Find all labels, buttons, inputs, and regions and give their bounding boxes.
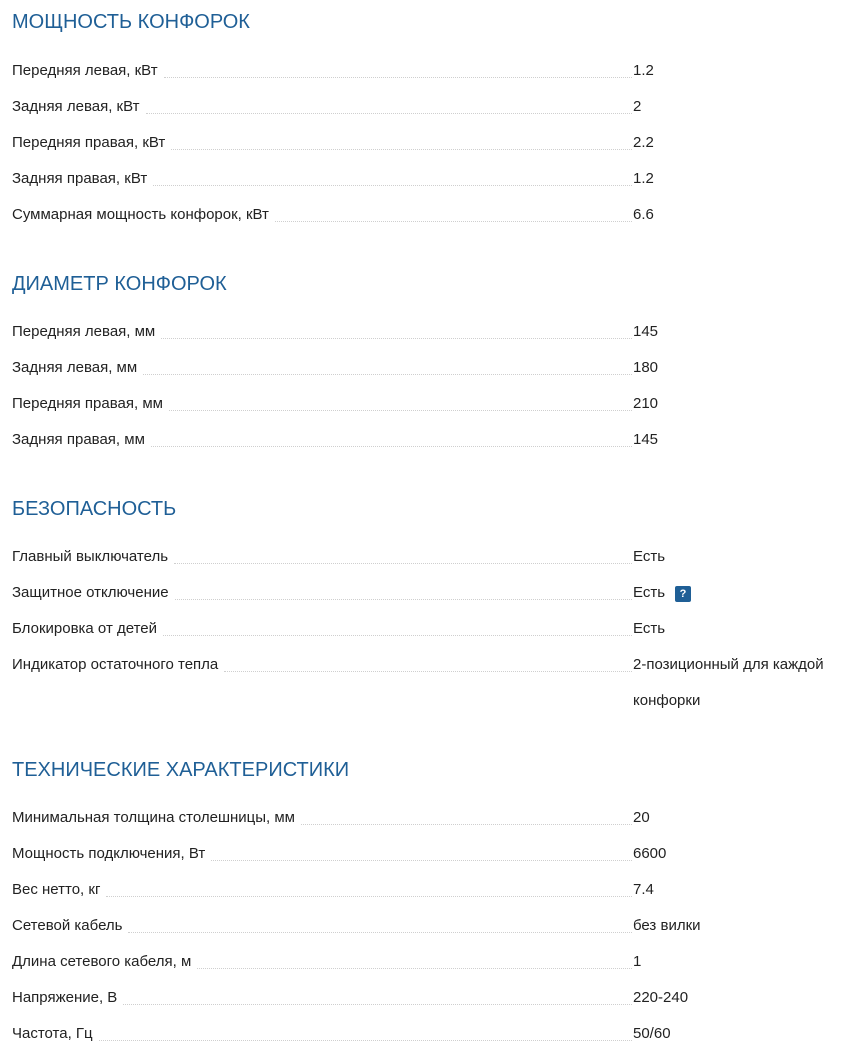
dotted-leader (211, 860, 632, 861)
spec-row (12, 872, 844, 908)
spec-value: 1.2 (633, 62, 654, 79)
section-title-burner-diameter: ДИАМЕТР КОНФОРОК (12, 273, 227, 295)
spec-value: 145 (633, 431, 659, 448)
spec-row (12, 908, 844, 944)
spec-label: Задняя правая, мм (12, 431, 145, 448)
spec-label: Минимальная толщина столешницы, мм (12, 809, 295, 826)
spec-label: Напряжение, В (12, 989, 118, 1006)
dotted-leader (143, 374, 632, 375)
spec-label: Передняя правая, кВт (12, 134, 166, 151)
spec-label: Индикатор остаточного тепла (12, 656, 219, 673)
spec-label: Вес нетто, кг (12, 881, 101, 898)
spec-value: 6.6 (633, 206, 654, 223)
section-title-burner-power: МОЩНОСТЬ КОНФОРОК (12, 11, 250, 33)
spec-value: 2 (633, 98, 642, 115)
spec-label: Задняя правая, кВт (12, 170, 148, 187)
spec-value: без вилки (633, 917, 701, 934)
dotted-leader (171, 149, 632, 150)
spec-value: 220-240 (633, 989, 689, 1006)
spec-value: Есть (633, 584, 666, 601)
spec-value: 20 (633, 809, 650, 826)
section-title-safety: БЕЗОПАСНОСТЬ (12, 498, 177, 520)
spec-label: Частота, Гц (12, 1025, 93, 1042)
spec-row (12, 980, 844, 1016)
spec-value: Есть (633, 548, 666, 565)
spec-label: Длина сетевого кабеля, м (12, 953, 192, 970)
spec-row (12, 422, 844, 458)
spec-value: 2.2 (633, 134, 654, 151)
dotted-leader (161, 338, 632, 339)
spec-label: Передняя левая, кВт (12, 62, 158, 79)
spec-value: 145 (633, 323, 659, 340)
spec-row (12, 386, 844, 422)
dotted-leader (151, 446, 632, 447)
spec-row (12, 350, 844, 386)
spec-row (12, 197, 844, 233)
spec-row (12, 53, 844, 89)
dotted-leader (146, 113, 632, 114)
spec-value: Есть (633, 620, 666, 637)
spec-value: 210 (633, 395, 659, 412)
spec-value: 180 (633, 359, 659, 376)
spec-row (12, 314, 844, 350)
dotted-leader (174, 563, 632, 564)
spec-row (12, 89, 844, 125)
dotted-leader (163, 635, 632, 636)
spec-label: Задняя левая, мм (12, 359, 138, 376)
spec-value: 1 (633, 953, 642, 970)
section-title-technical-specs: ТЕХНИЧЕСКИЕ ХАРАКТЕРИСТИКИ (12, 759, 350, 781)
dotted-leader (153, 185, 632, 186)
spec-label: Защитное отключение (12, 584, 169, 601)
dotted-leader (275, 221, 632, 222)
spec-label: Задняя левая, кВт (12, 98, 140, 115)
dotted-leader (106, 896, 632, 897)
spec-row (12, 575, 844, 611)
spec-label: Главный выключатель (12, 548, 169, 565)
spec-label: Суммарная мощность конфорок, кВт (12, 206, 269, 223)
spec-value: 1.2 (633, 170, 654, 187)
spec-label: Мощность подключения, Вт (12, 845, 206, 862)
dotted-leader (128, 932, 632, 933)
spec-value: 7.4 (633, 881, 654, 898)
spec-value: 6600 (633, 845, 667, 862)
spec-row (12, 161, 844, 197)
spec-row (12, 611, 844, 647)
dotted-leader (224, 671, 632, 672)
spec-label: Сетевой кабель (12, 917, 123, 934)
spec-row (12, 836, 844, 872)
dotted-leader (123, 1004, 632, 1005)
spec-row (12, 800, 844, 836)
spec-row (12, 647, 844, 719)
dotted-leader (164, 77, 632, 78)
spec-row (12, 944, 844, 980)
dotted-leader (197, 968, 632, 969)
dotted-leader (99, 1040, 632, 1041)
spec-row (12, 1016, 844, 1052)
spec-label: Передняя левая, мм (12, 323, 156, 340)
dotted-leader (169, 410, 632, 411)
spec-value-with-help (633, 575, 844, 611)
dotted-leader (301, 824, 632, 825)
spec-label: Блокировка от детей (12, 620, 158, 637)
spec-row (12, 539, 844, 575)
spec-row (12, 125, 844, 161)
spec-value: 50/60 (633, 1025, 671, 1042)
dotted-leader (175, 599, 632, 600)
spec-label: Передняя правая, мм (12, 395, 163, 412)
spec-value: 2-позиционный для каждой конфорки (633, 656, 824, 709)
help-icon[interactable]: ? (675, 586, 691, 602)
